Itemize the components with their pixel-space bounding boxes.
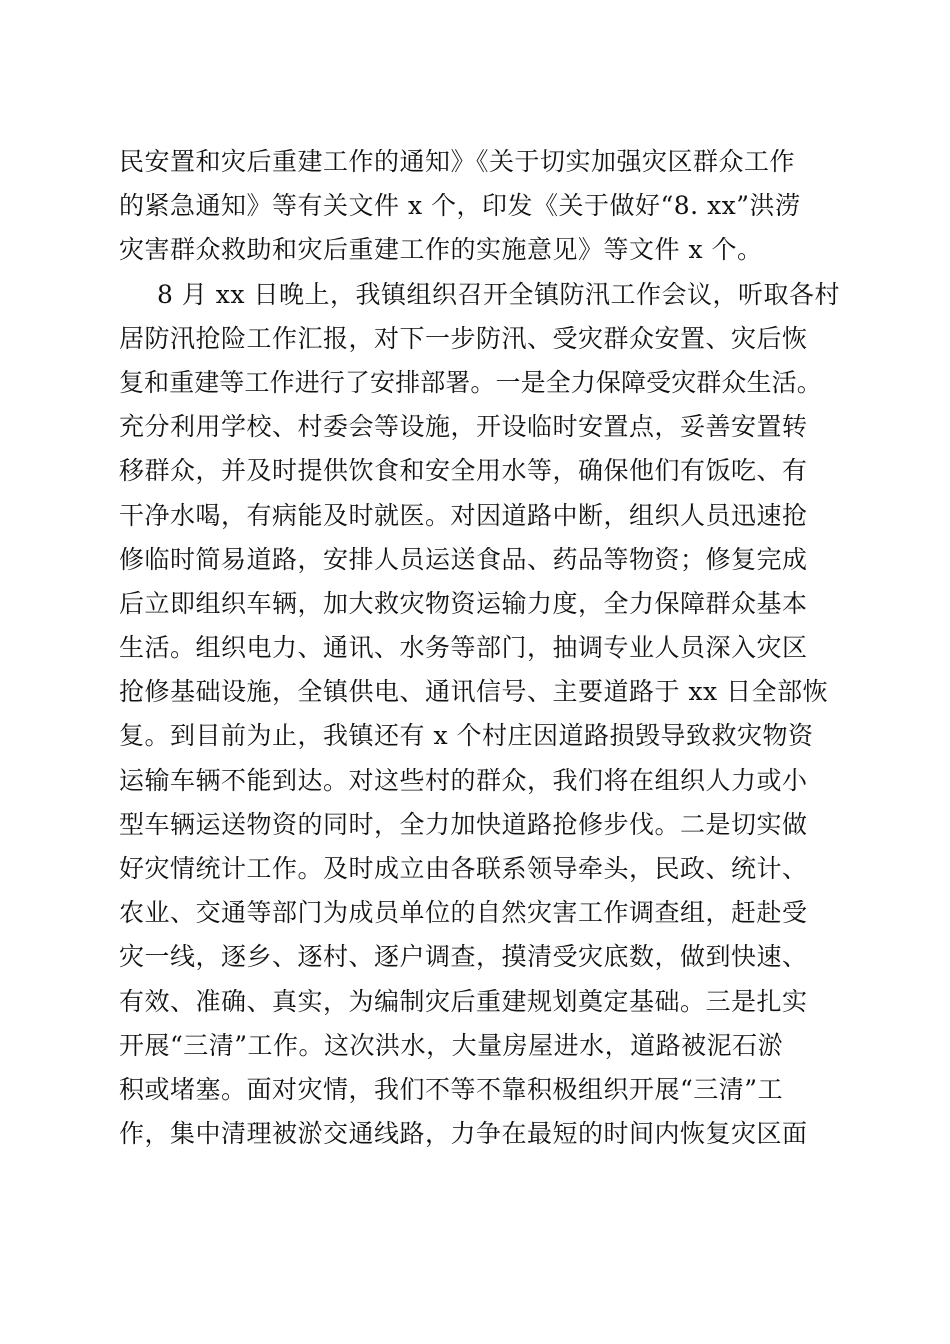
text-line: 移群众，并及时提供饮食和安全用水等，确保他们有饭吃、有 <box>119 456 808 486</box>
text-line: 修临时简易道路，安排人员运送食品、药品等物资；修复完成 <box>119 544 808 574</box>
body-text <box>119 140 839 1156</box>
text-line: 灾一线，逐乡、逐村、逐户调查，摸清受灾底数，做到快速、 <box>119 942 808 972</box>
text-line: 生活。组织电力、通讯、水务等部门，抽调专业人员深入灾区 <box>119 633 808 663</box>
text-line: 民安置和灾后重建工作的通知》《关于切实加强灾区群众工作 <box>119 147 796 176</box>
text-line: 农业、交通等部门为成员单位的自然灾害工作调查组，赶赴受 <box>119 898 808 928</box>
text-line: 的紧急通知》等有关文件 x 个，印发《关于做好“8. xx”洪涝 <box>119 191 801 221</box>
text-line: 有效、准确、真实，为编制灾后重建规划奠定基础。三是扎实 <box>119 986 808 1016</box>
text-line: 复。到目前为止，我镇还有 x 个村庄因道路损毁导致救灾物资 <box>119 721 814 751</box>
text-line: 型车辆运送物资的同时，全力加快道路抢修步伐。二是切实做 <box>119 809 808 839</box>
text-line: 开展“三清”工作。这次洪水，大量房屋进水，道路被泥石淤 <box>119 1030 784 1060</box>
text-line: 灾害群众救助和灾后重建工作的实施意见》等文件 x 个。 <box>119 235 763 265</box>
text-line: 8 月 xx 日晚上，我镇组织召开全镇防汛工作会议，听取各村 <box>157 279 840 309</box>
text-line: 积或堵塞。面对灾情，我们不等不靠积极组织开展“三清”工 <box>119 1074 784 1104</box>
text-line: 后立即组织车辆，加大救灾物资运输力度，全力保障群众基本 <box>119 588 808 618</box>
text-line: 干净水喝，有病能及时就医。对因道路中断，组织人员迅速抢 <box>119 500 808 530</box>
text-line: 作，集中清理被淤交通线路，力争在最短的时间内恢复灾区面 <box>119 1119 808 1149</box>
text-line: 抢修基础设施，全镇供电、通讯信号、主要道路于 xx 日全部恢 <box>119 677 829 707</box>
paragraph-2 <box>119 273 839 1157</box>
text-line: 居防汛抢险工作汇报，对下一步防汛、受灾群众安置、灾后恢 <box>119 323 808 353</box>
text-line: 复和重建等工作进行了安排部署。一是全力保障受灾群众生活。 <box>119 367 822 397</box>
text-line: 好灾情统计工作。及时成立由各联系领导牵头，民政、统计、 <box>119 854 808 883</box>
paragraph-1 <box>119 140 839 273</box>
text-line: 充分利用学校、村委会等设施，开设临时安置点，妥善安置转 <box>119 412 808 442</box>
text-line: 运输车辆不能到达。对这些村的群众，我们将在组织人力或小 <box>119 765 808 795</box>
